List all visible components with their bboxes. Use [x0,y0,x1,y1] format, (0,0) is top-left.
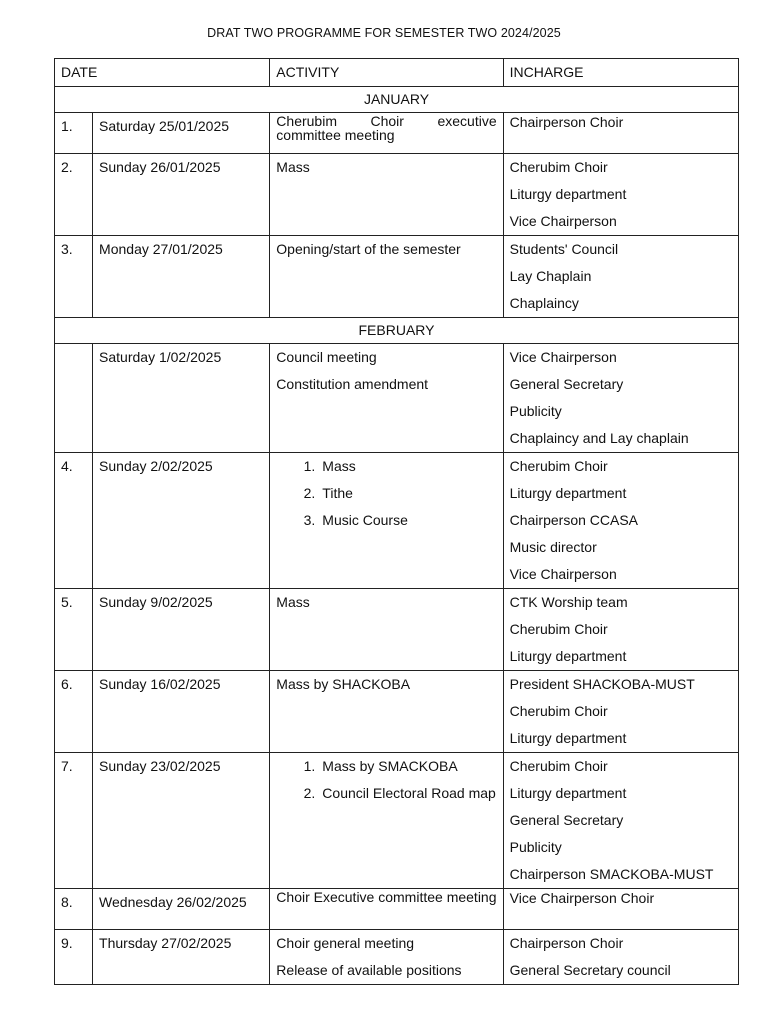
activity-text: Music Course [322,512,408,528]
incharge-text: Music director [509,539,597,555]
row-number: 1. [55,113,93,154]
row-incharge [503,453,738,589]
activity-list-item [276,507,496,534]
document-title: DRAT TWO PROGRAMME FOR SEMESTER TWO 2024/2025 [207,26,561,40]
row-number: 2. [55,154,93,236]
incharge-text: Chairperson Choir [509,935,624,951]
list-number: 2. [303,785,316,801]
row-activity [270,753,503,889]
incharge-text: Vice Chairperson [509,349,617,365]
activity-text: Mass [276,159,310,175]
row-activity [270,930,503,985]
row-activity [270,113,503,154]
activity-text: Opening/start of the semester [276,241,461,257]
table-row [55,113,739,154]
activity-text: Mass by SHACKOBA [276,676,411,692]
incharge-text: Lay Chaplain [509,268,592,284]
list-number: 3. [303,512,316,528]
incharge-text: Liturgy department [509,485,627,501]
row-date: Saturday 1/02/2025 [93,344,270,453]
row-number: 7. [55,753,93,889]
activity-text: Mass by SMACKOBA [322,758,458,774]
row-incharge [503,889,738,930]
row-incharge [503,930,738,985]
row-date: Sunday 23/02/2025 [93,753,270,889]
row-number [55,344,93,453]
row-incharge [503,154,738,236]
header-date-label: DATE [61,64,98,80]
incharge-text: Vice Chairperson Choir [509,890,655,906]
table-row [55,930,739,985]
activity-text: Tithe [322,485,353,501]
incharge-text: Vice Chairperson [509,566,617,582]
row-date: Monday 27/01/2025 [93,236,270,318]
activity-text: Constitution amendment [276,376,429,392]
activity-text: Mass [276,594,310,610]
row-date: Sunday 26/01/2025 [93,154,270,236]
row-number: 8. [55,889,93,930]
incharge-text: Cherubim Choir [509,621,608,637]
incharge-text: Cherubim Choir [509,458,608,474]
row-activity [270,453,503,589]
activity-text: Choir Executive committee meeting [276,889,497,905]
row-activity [270,589,503,671]
row-activity [270,154,503,236]
month-row-february [55,318,739,344]
table-row [55,671,739,753]
header-activity-label: ACTIVITY [276,64,340,80]
row-number: 3. [55,236,93,318]
header-date [55,59,270,87]
row-incharge [503,589,738,671]
incharge-text: Cherubim Choir [509,758,608,774]
row-incharge [503,236,738,318]
incharge-text: Cherubim Choir [509,159,608,175]
table-row [55,344,739,453]
activity-list-item [276,480,496,507]
month-row-january [55,87,739,113]
incharge-text: General Secretary council [509,962,671,978]
incharge-text: CTK Worship team [509,594,628,610]
activity-text: Cherubim Choir executive committee meeting [276,113,497,143]
row-date: Thursday 27/02/2025 [93,930,270,985]
table-row [55,889,739,930]
row-number: 9. [55,930,93,985]
incharge-text: Liturgy department [509,785,627,801]
incharge-text: Cherubim Choir [509,703,608,719]
incharge-text: Chaplaincy and Lay chaplain [509,430,689,446]
activity-list-item [276,453,496,480]
row-date: Sunday 9/02/2025 [93,589,270,671]
incharge-text: Students' Council [509,241,619,257]
row-number: 5. [55,589,93,671]
list-number: 1. [303,758,316,774]
row-number: 6. [55,671,93,753]
header-incharge [503,59,738,87]
incharge-text: Vice Chairperson [509,213,617,229]
table-row [55,154,739,236]
row-date: Sunday 16/02/2025 [93,671,270,753]
row-date: Wednesday 26/02/2025 [93,889,270,930]
activity-list [276,453,496,534]
activity-text: Council Electoral Road map [322,785,496,801]
activity-text: Mass [322,458,356,474]
row-incharge [503,753,738,889]
table-row [55,589,739,671]
month-label-january: JANUARY [55,87,739,113]
table-row [55,236,739,318]
list-number: 1. [303,458,316,474]
activity-list-item [276,780,496,807]
row-activity [270,344,503,453]
incharge-text: Chairperson Choir [509,114,624,130]
table-row [55,753,739,889]
row-incharge [503,344,738,453]
programme-table [54,58,739,985]
activity-list [276,753,496,807]
incharge-text: General Secretary [509,812,624,828]
incharge-text: Chairperson SMACKOBA-MUST [509,866,714,882]
activity-text: Council meeting [276,349,377,365]
incharge-text: Liturgy department [509,186,627,202]
activity-list-item [276,753,496,780]
row-incharge [503,113,738,154]
incharge-text: Liturgy department [509,730,627,746]
incharge-text: President SHACKOBA-MUST [509,676,695,692]
activity-text: Choir general meeting [276,935,415,951]
row-date: Saturday 25/01/2025 [93,113,270,154]
list-number: 2. [303,485,316,501]
row-activity [270,889,503,930]
month-label-february: FEBRUARY [55,318,739,344]
incharge-text: Chairperson CCASA [509,512,639,528]
header-activity [270,59,503,87]
row-incharge [503,671,738,753]
row-activity [270,236,503,318]
incharge-text: Publicity [509,403,562,419]
incharge-text: Publicity [509,839,562,855]
table-header-row [55,59,739,87]
activity-text: Release of available positions [276,962,462,978]
table-row [55,453,739,589]
incharge-text: General Secretary [509,376,624,392]
row-date: Sunday 2/02/2025 [93,453,270,589]
row-number: 4. [55,453,93,589]
incharge-text: Liturgy department [509,648,627,664]
row-activity [270,671,503,753]
incharge-text: Chaplaincy [509,295,579,311]
header-incharge-label: INCHARGE [509,64,584,80]
